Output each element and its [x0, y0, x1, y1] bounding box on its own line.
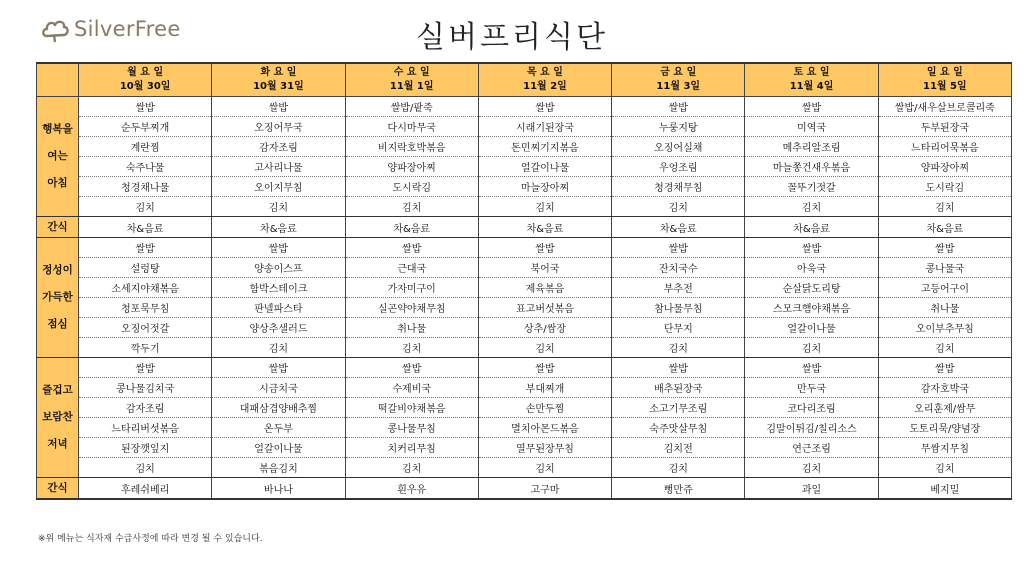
- menu-item: 쌀밥: [878, 238, 1011, 258]
- menu-item: 잔치국수: [612, 258, 745, 278]
- menu-item: 열무된장무침: [478, 438, 611, 458]
- day-header: [478, 63, 611, 97]
- menu-item: 아욱국: [745, 258, 878, 278]
- snack-label: 간식: [37, 217, 79, 238]
- menu-item: 김치: [212, 338, 345, 358]
- menu-item: 김치: [212, 197, 345, 217]
- day-date: 11월 5일: [923, 81, 967, 92]
- snack-item: 차&음료: [878, 217, 1011, 238]
- menu-item: 오징어젓갈: [79, 318, 212, 338]
- breakfast-row: [37, 197, 1012, 217]
- day-name: 목 요 일: [527, 67, 563, 78]
- dinner-label-line: 즐겁고: [42, 384, 73, 396]
- lunch-label-line: 점심: [47, 318, 68, 330]
- breakfast-row: [37, 137, 1012, 157]
- menu-item: 마늘장아찌: [478, 177, 611, 197]
- menu-item: 쌀밥: [745, 358, 878, 378]
- menu-item: 콩나물김치국: [79, 378, 212, 398]
- menu-item: 손만두찜: [478, 398, 611, 418]
- day-header: [345, 63, 478, 97]
- day-name: 토 요 일: [793, 67, 830, 78]
- dinner-row: [37, 398, 1012, 418]
- day-name: 화 요 일: [260, 67, 297, 78]
- menu-item: 감자조림: [212, 137, 345, 157]
- menu-item: 쌀밥: [212, 358, 345, 378]
- lunch-label-line: 정성이: [42, 264, 73, 276]
- menu-item: 메추리알조림: [745, 137, 878, 157]
- menu-item: 도시락김: [878, 177, 1011, 197]
- menu-item: 배추된장국: [612, 378, 745, 398]
- header-row: [37, 63, 1012, 97]
- menu-item: 상추/쌈장: [478, 318, 611, 338]
- menu-item: 김치: [745, 197, 878, 217]
- menu-item: 오이지무침: [212, 177, 345, 197]
- snack-item: 차&음료: [212, 217, 345, 238]
- snack-label: 간식: [37, 478, 79, 500]
- menu-item: 취나물: [345, 318, 478, 338]
- menu-item: 김말이튀김/칠리소스: [745, 418, 878, 438]
- menu-item: 비지락호박볶음: [345, 137, 478, 157]
- menu-item: 볶음김치: [212, 458, 345, 478]
- lunch-label: [37, 238, 79, 358]
- menu-item: 쌀밥: [345, 358, 478, 378]
- menu-item: 쌀밥/새우살브로콜리죽: [878, 97, 1011, 117]
- menu-item: 취나물: [878, 298, 1011, 318]
- menu-item: 김치: [612, 338, 745, 358]
- menu-item: 고등어구이: [878, 278, 1011, 298]
- lunch-row: [37, 298, 1012, 318]
- menu-item: 오리훈제/쌈무: [878, 398, 1011, 418]
- day-date: 11월 2일: [523, 81, 567, 92]
- menu-item: 계란찜: [79, 137, 212, 157]
- dinner-row: [37, 458, 1012, 478]
- menu-item: 시래기된장국: [478, 117, 611, 137]
- menu-item: 쌀밥: [478, 97, 611, 117]
- menu-item: 쌀밥: [745, 238, 878, 258]
- snack-item: 뻥만쥬: [612, 478, 745, 500]
- dinner-label-line: 보람찬: [42, 411, 73, 423]
- menu-item: 쌀밥: [212, 97, 345, 117]
- corner-cell: [37, 63, 79, 97]
- menu-item: 쌀밥: [79, 97, 212, 117]
- menu-item: 우엉조림: [612, 157, 745, 177]
- menu-item: 오징어실채: [612, 137, 745, 157]
- menu-item: 김치: [478, 197, 611, 217]
- menu-item: 치커리무침: [345, 438, 478, 458]
- menu-item: 연근조림: [745, 438, 878, 458]
- breakfast-label-line: 아침: [47, 177, 68, 189]
- snack1-row: [37, 217, 1012, 238]
- breakfast-row: [37, 117, 1012, 137]
- day-header: [745, 63, 878, 97]
- menu-item: 스모크햄야채볶음: [745, 298, 878, 318]
- menu-item: 김치전: [612, 438, 745, 458]
- menu-item: 무쌈지무침: [878, 438, 1011, 458]
- menu-item: 순두부찌개: [79, 117, 212, 137]
- menu-item: 김치: [345, 338, 478, 358]
- menu-item: 순살닭도리탕: [745, 278, 878, 298]
- menu-item: 감자호박국: [878, 378, 1011, 398]
- menu-item: 두부된장국: [878, 117, 1011, 137]
- menu-item: 쌀밥/팥죽: [345, 97, 478, 117]
- menu-item: 청포묵무침: [79, 298, 212, 318]
- lunch-row: [37, 238, 1012, 258]
- menu-item: 함박스테이크: [212, 278, 345, 298]
- menu-item: 단무지: [612, 318, 745, 338]
- menu-item: 감자조림: [79, 398, 212, 418]
- day-date: 11월 4일: [789, 81, 834, 92]
- day-name: 수 요 일: [393, 67, 430, 78]
- menu-item: 도토리묵/양념장: [878, 418, 1011, 438]
- menu-item: 김치: [345, 197, 478, 217]
- menu-item: 소고기무조림: [612, 398, 745, 418]
- menu-item: 소세지야채볶음: [79, 278, 212, 298]
- day-date: 11월 1일: [389, 81, 434, 92]
- menu-item: 쌀밥: [612, 238, 745, 258]
- lunch-row: [37, 258, 1012, 278]
- menu-item: 도시락김: [345, 177, 478, 197]
- menu-item: 돈민찌기지볶음: [478, 137, 611, 157]
- snack-item: 고구마: [478, 478, 611, 500]
- menu-item: 김치: [612, 197, 745, 217]
- dinner-row: [37, 418, 1012, 438]
- menu-item: 김치: [79, 458, 212, 478]
- menu-item: 김치: [878, 338, 1011, 358]
- menu-item: 쌀밥: [612, 358, 745, 378]
- menu-item: 느타리어묵볶음: [878, 137, 1011, 157]
- menu-item: 대패삼겹양배추찜: [212, 398, 345, 418]
- menu-item: 깍두기: [79, 338, 212, 358]
- menu-item: 숙주맛살무침: [612, 418, 745, 438]
- snack-item: 차&음료: [79, 217, 212, 238]
- menu-item: 청경채무침: [612, 177, 745, 197]
- menu-item: 꼴뚜기젓갈: [745, 177, 878, 197]
- dinner-row: [37, 438, 1012, 458]
- menu-item: 마늘쫑건새우볶음: [745, 157, 878, 177]
- dinner-row: [37, 358, 1012, 378]
- menu-item: 쌀밥: [745, 97, 878, 117]
- menu-item: 떡갈비야채볶음: [345, 398, 478, 418]
- menu-item: 청경채나물: [79, 177, 212, 197]
- lunch-row: [37, 278, 1012, 298]
- menu-item: 쌀밥: [478, 238, 611, 258]
- day-header: [878, 63, 1011, 97]
- menu-item: 판넬파스타: [212, 298, 345, 318]
- menu-item: 된장깻잎지: [79, 438, 212, 458]
- menu-item: 쌀밥: [79, 238, 212, 258]
- snack-item: 바나나: [212, 478, 345, 500]
- snack-item: 차&음료: [478, 217, 611, 238]
- menu-item: 북어국: [478, 258, 611, 278]
- snack-item: 베지밀: [878, 478, 1011, 500]
- breakfast-row: [37, 157, 1012, 177]
- snack-item: 흰우유: [345, 478, 478, 500]
- snack-item: 과일: [745, 478, 878, 500]
- menu-item: 참나물무침: [612, 298, 745, 318]
- lunch-row: [37, 318, 1012, 338]
- menu-item: 콩나물국: [878, 258, 1011, 278]
- menu-item: 쌀밥: [79, 358, 212, 378]
- menu-item: 양송이스프: [212, 258, 345, 278]
- menu-item: 부대찌개: [478, 378, 611, 398]
- breakfast-label-line: 행복을: [42, 123, 73, 135]
- day-date: 11월 3일: [656, 81, 701, 92]
- menu-item: 김치: [478, 458, 611, 478]
- menu-item: 부추전: [612, 278, 745, 298]
- day-name: 월 요 일: [127, 67, 164, 78]
- menu-item: 다시마무국: [345, 117, 478, 137]
- menu-item: 김치: [478, 338, 611, 358]
- menu-item: 가자미구이: [345, 278, 478, 298]
- menu-item: 멸치아몬드볶음: [478, 418, 611, 438]
- menu-item: 시금치국: [212, 378, 345, 398]
- menu-item: 쌀밥: [212, 238, 345, 258]
- snack-item: 차&음료: [345, 217, 478, 238]
- menu-item: 수제비국: [345, 378, 478, 398]
- menu-item: 근대국: [345, 258, 478, 278]
- dinner-row: [37, 378, 1012, 398]
- menu-item: 느타리버섯볶음: [79, 418, 212, 438]
- menu-item: 얼갈이나물: [745, 318, 878, 338]
- day-header: [212, 63, 345, 97]
- footnote: ※위 메뉴는 식자재 수급사정에 따라 변경 될 수 있습니다.: [38, 534, 263, 544]
- menu-item: 미역국: [745, 117, 878, 137]
- menu-item: 표고버섯볶음: [478, 298, 611, 318]
- day-header: [79, 63, 212, 97]
- breakfast-label-line: 여는: [47, 150, 68, 162]
- menu-item: 오이부추무침: [878, 318, 1011, 338]
- menu-item: 쌀밥: [345, 238, 478, 258]
- menu-table: [36, 62, 1012, 500]
- day-header: [612, 63, 745, 97]
- menu-item: 오징어무국: [212, 117, 345, 137]
- day-name: 일 요 일: [926, 67, 963, 78]
- menu-item: 양상추샐러드: [212, 318, 345, 338]
- menu-item: 김치: [745, 338, 878, 358]
- snack-item: 후레쉬베리: [79, 478, 212, 500]
- menu-item: 김치: [878, 458, 1011, 478]
- breakfast-row: [37, 177, 1012, 197]
- lunch-row: [37, 338, 1012, 358]
- menu-item: 만두국: [745, 378, 878, 398]
- menu-item: 얼갈이나물: [212, 438, 345, 458]
- day-date: 10월 30일: [119, 81, 171, 92]
- day-date: 10월 31일: [253, 81, 304, 92]
- dinner-label-line: 저녁: [47, 438, 68, 450]
- menu-item: 김치: [345, 458, 478, 478]
- breakfast-row: [37, 97, 1012, 117]
- dinner-label: [37, 358, 79, 478]
- menu-item: 누룽지탕: [612, 117, 745, 137]
- menu-item: 쌀밥: [612, 97, 745, 117]
- menu-item: 고사리나물: [212, 157, 345, 177]
- logo-text: SilverFree: [74, 17, 181, 41]
- menu-item: 쌀밥: [478, 358, 611, 378]
- menu-item: 쌀밥: [878, 358, 1011, 378]
- menu-item: 설렁탕: [79, 258, 212, 278]
- menu-item: 양파장아찌: [878, 157, 1011, 177]
- snack-item: 차&음료: [612, 217, 745, 238]
- menu-item: 실곤약야채무침: [345, 298, 478, 318]
- menu-item: 온두부: [212, 418, 345, 438]
- menu-item: 김치: [878, 197, 1011, 217]
- snack-item: 차&음료: [745, 217, 878, 238]
- menu-item: 김치: [612, 458, 745, 478]
- day-name: 금 요 일: [660, 67, 697, 78]
- menu-item: 콩나물무침: [345, 418, 478, 438]
- menu-item: 양파장아찌: [345, 157, 478, 177]
- menu-item: 김치: [745, 458, 878, 478]
- snack2-row: [37, 478, 1012, 500]
- menu-item: 숙주나물: [79, 157, 212, 177]
- menu-item: 얼갈이나물: [478, 157, 611, 177]
- lunch-label-line: 가득한: [42, 291, 73, 303]
- breakfast-label: [37, 97, 79, 217]
- menu-item: 김치: [79, 197, 212, 217]
- menu-item: 코다리조림: [745, 398, 878, 418]
- page-title: 실버프리식단: [416, 20, 608, 55]
- menu-item: 제육볶음: [478, 278, 611, 298]
